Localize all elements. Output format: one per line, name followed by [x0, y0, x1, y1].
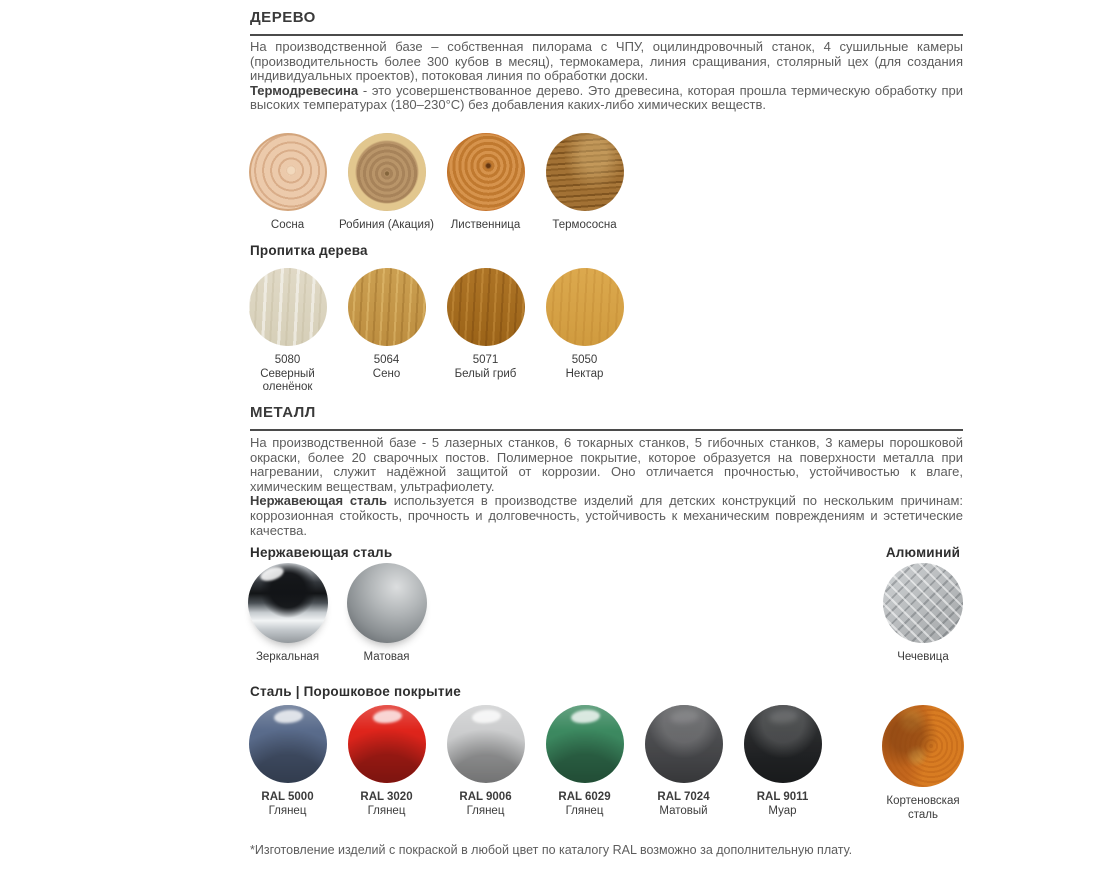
stainless-title: Нержавеющая сталь	[250, 545, 393, 560]
mirror-steel-swatch-image	[248, 563, 328, 643]
ral-code: RAL 9006	[459, 791, 512, 803]
ral-swatch-3020	[337, 705, 436, 818]
swatch-label: Лиственница	[450, 219, 521, 231]
ral-finish: Муар	[768, 804, 797, 817]
stainless-swatch-mirror	[238, 563, 337, 665]
swatch-code: 5071	[472, 354, 499, 366]
swatch-label: Кортеновская сталь	[886, 795, 960, 821]
ral-footnote: *Изготовление изделий с покраской в любой цвет по каталогу RAL возможно за дополнительную плату.	[250, 843, 853, 857]
metal-paragraph-2	[250, 494, 963, 538]
impregnation-swatch-5050	[535, 268, 634, 395]
stainless-rest: используется в производстве изделий для детских конструкций по нескольким причинам: коррозионная стойкость, прочность и долговечность, устойчивость к механическим повреждениям и эстетические качества.	[250, 493, 964, 538]
thermowood-lead: Термодревесина	[250, 82, 359, 98]
aluminum-title: Алюминий	[885, 545, 961, 560]
impregnation-5071-swatch-image	[447, 268, 525, 346]
impregnation-5080-swatch-image	[249, 268, 327, 346]
swatch-label	[558, 791, 610, 818]
ral-7024-swatch-image	[645, 705, 723, 783]
wood-swatch-pine	[238, 133, 337, 233]
stainless-lead: Нержавеющая сталь	[250, 493, 387, 509]
powder-coating-title: Сталь | Порошковое покрытие	[250, 684, 461, 699]
ral-finish: Глянец	[268, 804, 307, 817]
robinia-swatch-image	[348, 133, 426, 211]
ral-code: RAL 6029	[558, 791, 611, 803]
swatch-name: Белый гриб	[454, 367, 517, 380]
ral-code: RAL 9011	[756, 791, 809, 803]
ral-code: RAL 7024	[657, 791, 710, 803]
ral-6029-swatch-image	[546, 705, 624, 783]
ral-finish: Глянец	[565, 804, 604, 817]
ral-finish: Матовый	[659, 804, 708, 817]
swatch-label: Чечевица	[897, 651, 949, 663]
swatch-label: Термососна	[552, 219, 617, 231]
swatch-label: Сосна	[270, 219, 305, 231]
ral-code: RAL 3020	[360, 791, 413, 803]
wood-paragraph-1: На производственной базе – собственная пилорама с ЧПУ, оцилиндровочный станок, 4 сушильные камеры (производительность более 300 кубов в месяц), термокамера, линия сращивания, столярный цех (для создания индивидуальных проектов), потоковая линия по обработки доски.	[250, 39, 963, 84]
impregnation-swatch-5071	[436, 268, 535, 395]
ral-row	[238, 705, 832, 818]
ral-swatch-7024	[634, 705, 733, 818]
ral-finish: Глянец	[466, 804, 505, 817]
wood-swatch-robinia	[337, 133, 436, 233]
swatch-code: 5064	[373, 354, 400, 366]
wood-section-header	[250, 9, 963, 36]
impregnation-row	[238, 268, 634, 395]
swatch-label	[566, 354, 604, 381]
swatch-label	[373, 354, 400, 381]
swatch-name: Северный оленёнок	[260, 367, 315, 393]
ral-swatch-9011	[733, 705, 832, 818]
swatch-label	[459, 791, 511, 818]
swatch-name: Сено	[372, 367, 401, 380]
swatch-label: Робиния (Акация)	[338, 219, 434, 231]
swatch-code: 5050	[571, 354, 598, 366]
ral-swatch-9006	[436, 705, 535, 818]
matte-steel-swatch-image	[347, 563, 427, 643]
stainless-row	[238, 563, 436, 665]
ral-swatch-5000	[238, 705, 337, 818]
wood-swatch-larch	[436, 133, 535, 233]
ral-swatch-6029	[535, 705, 634, 818]
ral-3020-swatch-image	[348, 705, 426, 783]
swatch-label: Матовая	[363, 651, 410, 663]
metal-section-title: МЕТАЛЛ	[250, 404, 316, 421]
impregnation-swatch-5080	[238, 268, 337, 395]
impregnation-title: Пропитка дерева	[250, 243, 368, 258]
wood-swatch-thermopine	[535, 133, 634, 233]
ral-5000-swatch-image	[249, 705, 327, 783]
impregnation-swatch-5064	[337, 268, 436, 395]
wood-species-row	[238, 133, 634, 233]
swatch-label	[238, 354, 337, 395]
impregnation-5050-swatch-image	[546, 268, 624, 346]
corten-steel-swatch-image	[882, 705, 964, 787]
ral-9006-swatch-image	[447, 705, 525, 783]
swatch-label	[455, 354, 517, 381]
swatch-label	[757, 791, 809, 818]
swatch-label: Зеркальная	[255, 651, 320, 663]
metal-description	[250, 436, 963, 538]
impregnation-5064-swatch-image	[348, 268, 426, 346]
wood-description	[250, 40, 963, 113]
swatch-code: 5080	[274, 354, 301, 366]
swatch-name: Нектар	[565, 367, 604, 380]
stainless-swatch-matte	[337, 563, 436, 665]
ral-finish: Глянец	[367, 804, 406, 817]
thermowood-rest: - это усовершенствованное дерево. Это древесина, которая прошла термическую обработку при высоких температурах (180–230°С) без добавления каких-либо химических веществ.	[250, 82, 963, 113]
swatch-label	[657, 791, 709, 818]
ral-code: RAL 5000	[261, 791, 314, 803]
pine-swatch-image	[249, 133, 327, 211]
ral-9011-swatch-image	[744, 705, 822, 783]
wood-section-title: ДЕРЕВО	[250, 9, 316, 26]
metal-paragraph-1: На производственной базе - 5 лазерных станков, 6 токарных станков, 5 гибочных станков, 3 камеры порошковой окраски, более 20 сварочных постов. Полимерное покрытие, которое образуется на поверхности металла при нагревании, служит надёжной защитой от коррозии. Оно отличается прочностью, устойчивостью к влаге, химическим веществам, ультрафиолету.	[250, 435, 963, 494]
swatch-label	[261, 791, 313, 818]
diamond-plate-swatch-image	[883, 563, 963, 643]
wood-paragraph-2	[250, 84, 963, 113]
aluminum-swatch-lentil	[874, 563, 972, 665]
metal-section-header	[250, 404, 963, 431]
swatch-label	[360, 791, 412, 818]
larch-swatch-image	[447, 133, 525, 211]
corten-steel-swatch	[874, 705, 972, 822]
thermopine-swatch-image	[546, 133, 624, 211]
